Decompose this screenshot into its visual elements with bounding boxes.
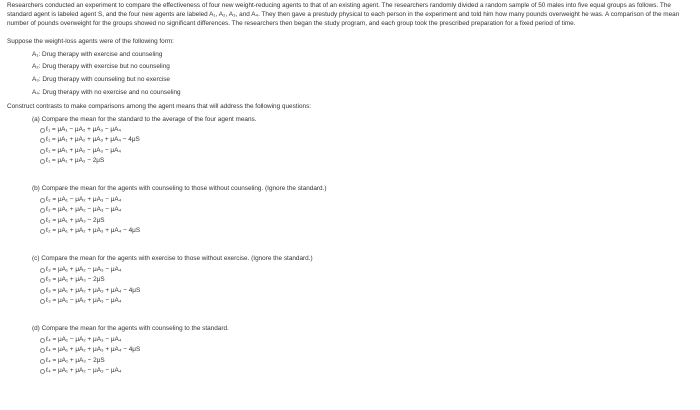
- option-text: ℓ₃ = μA₁ + μA₃ − 2μS: [46, 276, 105, 284]
- option-text: ℓ₄ = μA₁ + μA₂ − μA₃ − μA₄: [46, 367, 122, 375]
- radio-icon[interactable]: [40, 219, 45, 224]
- agent-a1: A₁: Drug therapy with exercise and counseling: [32, 50, 163, 58]
- radio-icon[interactable]: [40, 198, 45, 203]
- option-text: ℓ₁ = μA₁ + μA₂ + μA₃ + μA₄ − 4μS: [46, 136, 140, 144]
- part-d-option-1[interactable]: [40, 336, 696, 344]
- part-c: [32, 255, 696, 305]
- agent-a4: A₄: Drug therapy with no exercise and no counseling: [32, 88, 181, 96]
- part-c-title: (c) Compare the mean for the agents with exercise to those without exercise. (Ignore the standard.): [32, 255, 313, 263]
- radio-icon[interactable]: [40, 359, 45, 364]
- radio-icon[interactable]: [40, 348, 45, 353]
- radio-icon[interactable]: [40, 128, 45, 133]
- option-text: ℓ₁ = μA₁ + μA₃ − 2μS: [46, 157, 105, 165]
- problem-intro: Researchers conducted an experiment to compare the effectiveness of four new weight-reducing agents to that of an existing agent. The researchers randomly divided a random sample of 50 males into five equal groups as follows. The standard agent is labeled agent S, and the four new agents are labeled A₁, A₂, A₃, and A₄. They then gave a prestudy physical to each person in the experiment and told him how many pounds overweight he was. A comparison of the mean number of pounds overweight for the groups showed no significant differences. The researchers then began the study program, and each group took the prescribed preparation for a fixed period of time.: [7, 2, 680, 27]
- part-d-option-2[interactable]: [40, 347, 696, 355]
- option-text: ℓ₄ = μA₁ + μA₃ − 2μS: [46, 356, 105, 364]
- radio-icon[interactable]: [40, 268, 45, 273]
- option-text: ℓ₃ = μA₁ + μA₂ + μA₃ + μA₄ − 4μS: [46, 286, 141, 294]
- part-a-option-2[interactable]: [40, 137, 696, 145]
- radio-icon[interactable]: [40, 289, 45, 294]
- part-c-option-1[interactable]: [40, 266, 696, 274]
- option-text: ℓ₂ = μA₁ + μA₂ + μA₃ + μA₄ − 4μS: [46, 227, 141, 235]
- part-b-option-4[interactable]: [40, 228, 696, 236]
- option-text: ℓ₃ = μA₁ + μA₂ − μA₃ − μA₄: [46, 265, 122, 273]
- part-b: [32, 185, 696, 235]
- construct-text: Construct contrasts to make comparisons among the agent means that will address the following questions:: [7, 102, 312, 110]
- part-c-option-2[interactable]: [40, 277, 696, 285]
- option-text: ℓ₂ = μA₁ + μA₂ − μA₃ − μA₄: [46, 206, 122, 214]
- part-d-title: (d) Compare the mean for the agents with counseling to the standard.: [32, 325, 229, 333]
- option-text: ℓ₄ = μA₁ + μA₂ + μA₃ + μA₄ − 4μS: [46, 346, 141, 354]
- option-text: ℓ₂ = μA₁ − μA₂ + μA₃ − μA₄: [46, 195, 122, 203]
- option-text: ℓ₂ = μA₁ + μA₃ − 2μS: [46, 216, 105, 224]
- agent-list: [32, 51, 696, 98]
- radio-icon[interactable]: [40, 159, 45, 164]
- radio-icon[interactable]: [40, 299, 45, 304]
- option-text: ℓ₁ = μA₁ − μA₂ + μA₃ − μA₄: [46, 125, 121, 133]
- part-b-option-3[interactable]: [40, 217, 696, 225]
- radio-icon[interactable]: [40, 229, 45, 234]
- option-text: ℓ₁ = μA₁ + μA₂ − μA₃ − μA₄: [46, 146, 121, 154]
- part-a-title: (a) Compare the mean for the standard to the average of the four agent means.: [32, 115, 257, 123]
- radio-icon[interactable]: [40, 138, 45, 143]
- radio-icon[interactable]: [40, 208, 45, 213]
- option-text: ℓ₄ = μA₁ − μA₂ + μA₃ − μA₄: [46, 335, 122, 343]
- radio-icon[interactable]: [40, 149, 45, 154]
- suppose-text: Suppose the weight-loss agents were of the following form:: [7, 37, 174, 45]
- part-b-option-1[interactable]: [40, 196, 696, 204]
- radio-icon[interactable]: [40, 338, 45, 343]
- part-d: [32, 325, 696, 375]
- part-a-option-4[interactable]: [40, 158, 696, 166]
- part-a: [32, 116, 696, 166]
- agent-a3: A₃: Drug therapy with counseling but no exercise: [32, 76, 170, 83]
- agent-a2: A₂: Drug therapy with exercise but no counseling: [32, 63, 170, 71]
- radio-icon[interactable]: [40, 369, 45, 374]
- part-b-option-2[interactable]: [40, 207, 696, 215]
- part-d-option-4[interactable]: [40, 368, 696, 376]
- part-c-option-3[interactable]: [40, 287, 696, 295]
- part-d-option-3[interactable]: [40, 357, 696, 365]
- part-c-option-4[interactable]: [40, 298, 696, 306]
- part-a-option-1[interactable]: [40, 126, 696, 134]
- part-b-title: (b) Compare the mean for the agents with counseling to those without counseling. (Ignore the standard.): [32, 185, 327, 193]
- part-a-option-3[interactable]: [40, 147, 696, 155]
- radio-icon[interactable]: [40, 278, 45, 283]
- option-text: ℓ₃ = μA₁ − μA₂ + μA₃ − μA₄: [46, 297, 122, 305]
